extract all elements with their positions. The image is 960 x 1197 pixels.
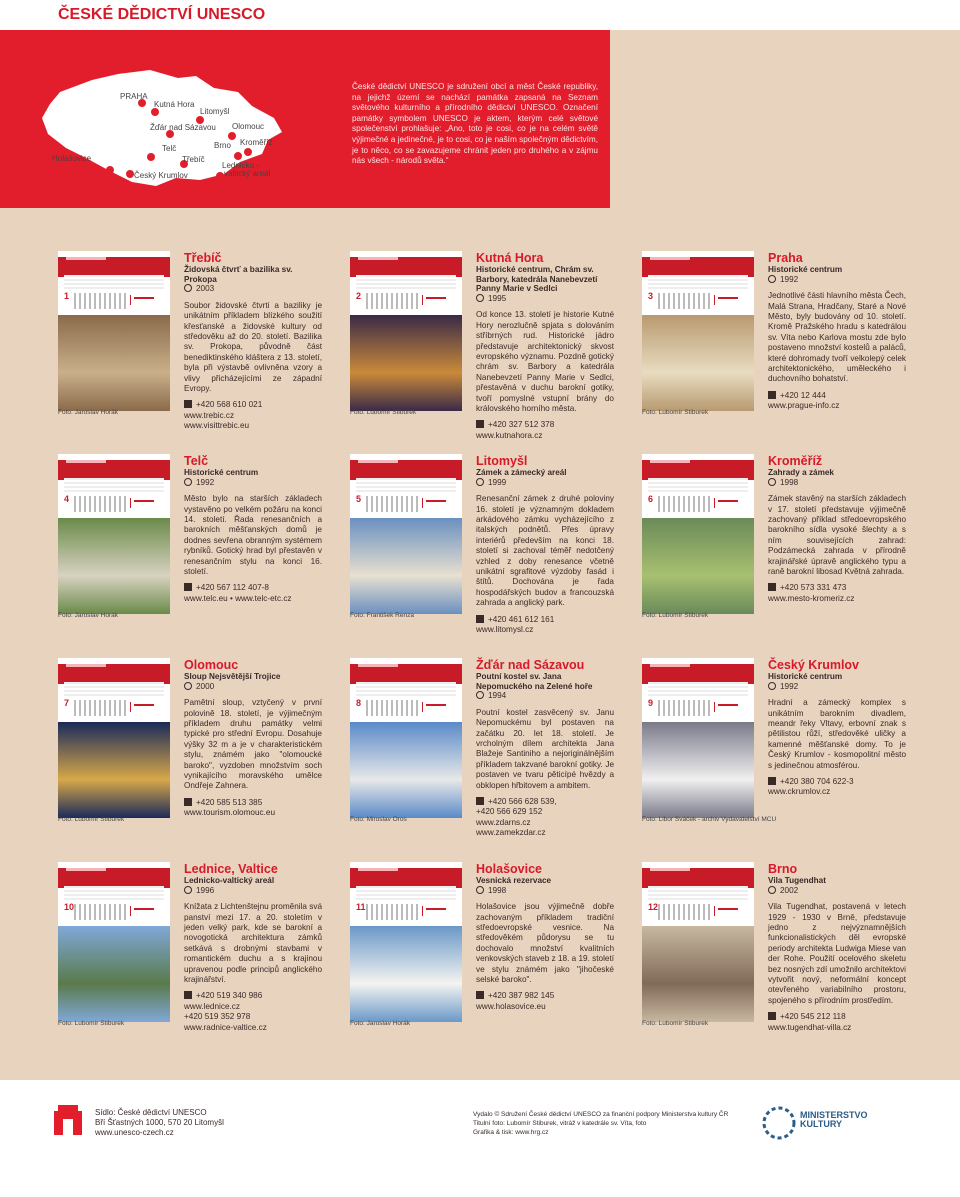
- contact-phone: [184, 798, 322, 808]
- site-name: Třebíč: [184, 251, 222, 265]
- year-value: 1998: [780, 477, 799, 487]
- inscription-year: [768, 682, 906, 693]
- info-icon: [768, 391, 776, 399]
- contact-phone: [768, 1012, 906, 1022]
- contact-text: www.litomysl.cz: [476, 624, 534, 634]
- site-photo: [350, 722, 462, 818]
- czech-map: [0, 30, 340, 208]
- photo-credit: Foto: Lubomír Stiburek: [58, 1020, 125, 1027]
- calendar-thumbnail: [642, 251, 754, 411]
- site-subtitle: Vesnická rezervace: [476, 876, 552, 885]
- contact-phone: [184, 400, 322, 410]
- year-value: 1992: [196, 477, 215, 487]
- footer-imprint: [473, 1110, 728, 1137]
- map-city: Brno: [214, 141, 231, 150]
- site-description: Pamětní sloup, vztyčený v první polovině 18. století, je výjimečným příkladem druhu památky velmi typické pro střední Evropu. Dosahuje výšky 32 m a je v charakteristickém stylu, známém jako "olomoucké baroko", vyzdoben množstvím soch vynikajícího moravského umělce Ondřeje Zahnera.: [184, 698, 322, 791]
- contact-line: [476, 807, 614, 817]
- ministry-name: KULTURY: [800, 1119, 842, 1129]
- photo-credit: Foto: Lubomír Stiburek: [642, 409, 709, 416]
- contact-phone: [476, 991, 614, 1001]
- contact-text: +420 568 610 021: [196, 400, 263, 410]
- year-value: 1992: [780, 274, 799, 284]
- map-city: Olomouc: [232, 122, 265, 131]
- unesco-icon: [184, 682, 192, 690]
- unesco-icon: [476, 294, 484, 302]
- map-city: Kutná Hora: [154, 100, 195, 109]
- calendar-thumbnail: [350, 454, 462, 614]
- intro-side-strip: [610, 30, 960, 208]
- site-card: [58, 251, 350, 451]
- site-card: [350, 454, 642, 654]
- info-icon: [184, 991, 192, 999]
- footer-imprint-line: Vydalo © Sdružení České dědictví UNESCO za finanční podpory Ministerstva kultury ČR: [473, 1111, 729, 1118]
- inscription-year: [184, 478, 322, 489]
- calendar-month: 9: [648, 698, 654, 708]
- contact-phone: [476, 420, 614, 430]
- photo-credit: Foto: Lubomír Stiburek: [642, 1020, 709, 1027]
- site-contact: [768, 777, 906, 798]
- site-subtitle: Historické centrum, Chrám sv. Barbory, katedrála Nanebevzetí Panny Marie v Sedlci: [476, 265, 598, 294]
- inscription-year: [476, 294, 614, 305]
- info-icon: [476, 420, 484, 428]
- calendar-month: 4: [64, 494, 70, 504]
- year-value: 1998: [488, 885, 507, 895]
- info-icon: [768, 1012, 776, 1020]
- ministry-emblem-icon: [762, 1106, 796, 1140]
- year-value: 1999: [488, 477, 507, 487]
- site-card: [642, 658, 934, 858]
- calendar-thumbnail: [350, 658, 462, 818]
- site-subtitle: Historické centrum: [768, 672, 843, 681]
- site-contact: [476, 797, 614, 839]
- contact-text: www.tugendhat-villa.cz: [768, 1022, 852, 1032]
- footer-seat-link[interactable]: www.unesco-czech.cz: [95, 1128, 174, 1137]
- contact-text: www.tourism.olomouc.eu: [184, 808, 276, 818]
- site-card: [350, 658, 642, 858]
- site-description: Město bylo na starších základech vystavěno po velkém požáru na konci 14. století. Řada renesančních a barokních měšťanských domů je dodnes sevřena obranným systémem rybníků. Gotický hrad byl přestavěn v renesančním stylu na konci 16. století.: [184, 494, 322, 576]
- inscription-year: [184, 886, 322, 897]
- calendar-thumbnail: [642, 658, 754, 818]
- site-description: Jednotlivé části hlavního města Čech, Malá Strana, Hradčany, Staré a Nové Město, byly budovány od 10. století. Kromě Pražského hradu s katedrálou sv. Víta nebo Karlova mostu zde bylo postaveno množství kostelů a paláců, které dohromady tvoří velkolepý celek architektonického, uměleckého i duchovního bohatství.: [768, 291, 906, 384]
- site-contact: [768, 1012, 906, 1033]
- site-subtitle: Zahrady a zámek: [768, 468, 834, 477]
- contact-line[interactable]: [184, 594, 322, 604]
- contact-text: +420 567 112 407-8: [196, 583, 269, 593]
- site-name: Český Krumlov: [768, 658, 860, 672]
- map-city: Kroměříž: [240, 138, 273, 147]
- info-icon: [184, 583, 192, 591]
- site-description: Zámek stavěný na starších základech v 17. století představuje výjimečně zachovaný příklad středoevropského barokního sídla vysoké šlechty a s ním souvisejících zahrad: Podzámecká zahrada v přírodně krajinářské úpravě anglického typu a raně barokní libosad Květná zahrada.: [768, 494, 906, 576]
- contact-text: www.zdarns.cz: [476, 817, 531, 827]
- site-card: [58, 454, 350, 654]
- contact-text: www.holasovice.eu: [476, 1001, 546, 1011]
- contact-text: +420 573 331 473: [780, 583, 847, 593]
- info-icon: [768, 777, 776, 785]
- ministry-name: MINISTERSTVO: [800, 1110, 868, 1120]
- contact-line[interactable]: [184, 1002, 322, 1012]
- site-subtitle: Lednicko-valtický areál: [184, 876, 275, 885]
- site-info: [768, 454, 906, 604]
- site-info: [768, 862, 906, 1033]
- site-info: [476, 658, 614, 839]
- site-subtitle: Sloup Nejsvětější Trojice: [184, 672, 281, 681]
- unesco-icon: [184, 886, 192, 894]
- photo-credit: Foto: Jaroslav Horák: [58, 409, 118, 416]
- calendar-thumbnail: [350, 862, 462, 1022]
- site-contact: [476, 615, 614, 636]
- site-info: [184, 454, 322, 604]
- site-photo: [642, 518, 754, 614]
- contact-text: +420 461 612 161: [488, 614, 555, 624]
- site-info: [476, 862, 614, 1012]
- site-description: Knížata z Lichtenštejnu proměnila svá panství mezi 17. a 20. stoletím v jeden velký park, kde se barokní a novogotická architektura zámků setkává s drobnými stavbami v romantickém duchu a s krajinou upravenou podle principů anglického krajinářství.: [184, 902, 322, 984]
- contact-line[interactable]: [768, 1023, 906, 1033]
- site-description: Poutní kostel zasvěcený sv. Janu Nepomuckému byl postaven na začátku 20. let 18. století. Je vrcholným dílem architekta Jana Blažeje Santiniho a nejoriginálnějším příkladem takzvané barokní gotiky. Je postaven ve tvaru pěticípé hvězdy a obklopen hřbitovem a ambitem.: [476, 707, 614, 790]
- info-icon: [476, 797, 484, 805]
- contact-text: +420 12 444: [780, 390, 826, 400]
- site-contact: [184, 400, 322, 431]
- unesco-logo-icon: [54, 1105, 82, 1135]
- calendar-month: 5: [356, 494, 362, 504]
- site-name: Kutná Hora: [476, 251, 544, 265]
- site-description: Holašovice jsou výjimečně dobře zachovaným příkladem tradiční středoevropské vesnice. Na středověkém půdorysu se tu dochovalo množství kvalitních venkovských staveb z 18. a 19. století ve stylu známém jako "jihočeské selské baroko".: [476, 902, 614, 984]
- site-photo: [642, 315, 754, 411]
- inscription-year: [768, 478, 906, 489]
- contact-text: www.prague-info.cz: [768, 401, 840, 411]
- site-subtitle: Zámek a zámecký areál: [476, 468, 567, 477]
- footer-seat: [95, 1108, 224, 1138]
- site-subtitle: Židovská čtvrť a bazilika sv. Prokopa: [184, 265, 293, 284]
- calendar-month: 2: [356, 291, 362, 301]
- site-card: [350, 251, 642, 451]
- calendar-month: 3: [648, 291, 654, 301]
- site-info: [476, 251, 614, 441]
- site-info: [476, 454, 614, 635]
- photo-credit: Foto: Lubomír Stiburek: [58, 816, 125, 823]
- calendar-thumbnail: [58, 251, 170, 411]
- unesco-icon: [184, 478, 192, 486]
- site-info: [184, 251, 322, 432]
- inscription-year: [476, 478, 614, 489]
- contact-text: www.radnice-valtice.cz: [184, 1022, 267, 1032]
- info-icon: [768, 583, 776, 591]
- contact-text: www.lednice.cz: [184, 1001, 240, 1011]
- footer-seat-line: Sídlo: České dědictví UNESCO: [95, 1108, 207, 1117]
- site-info: [768, 658, 906, 798]
- calendar-thumbnail: [350, 251, 462, 411]
- contact-text: +420 519 340 986: [196, 991, 263, 1001]
- map-city: Litomyšl: [200, 107, 230, 116]
- page-title: ČESKÉ DĚDICTVÍ UNESCO: [58, 6, 266, 23]
- contact-phone: [184, 991, 322, 1001]
- contact-line: [184, 1012, 322, 1022]
- site-photo: [350, 315, 462, 411]
- calendar-month: 1: [64, 291, 70, 301]
- info-icon: [476, 615, 484, 623]
- site-contact: [476, 420, 614, 441]
- unesco-icon: [768, 275, 776, 283]
- year-value: 1994: [488, 691, 507, 701]
- contact-text: www.ckrumlov.cz: [768, 787, 831, 797]
- site-description: Od konce 13. století je historie Kutné Hory nerozlučně spjata s dolováním stříbrných rud. Historické jádro představuje architektonický skvost evropského významu. Pozdně gotický chrám sv. Barbory a katedrála Nanebevzetí Panny Marie v Sedlci, přestavěná v duchu barokní gotiky, tvoří pomyslné vstupní brány do královského horního města.: [476, 310, 614, 413]
- contact-line[interactable]: [184, 808, 322, 818]
- year-value: 1992: [780, 681, 799, 691]
- site-name: Olomouc: [184, 658, 239, 672]
- contact-text: www.mesto-kromeriz.cz: [768, 593, 855, 603]
- site-description: Renesanční zámek z druhé poloviny 16. století je významným dokladem arkádového zámku vycházejícího z italských podnětů. Přes úpravy interiérů především na konci 18. století si zachoval téměř nedotčený vzhled z doby renesance včetně unikátní sgrafitové výzdoby fasád i štítů. Dochována je řada hospodářských budov a francouzská zahrada a anglický park.: [476, 494, 614, 608]
- site-description: Vila Tugendhat, postavená v letech 1929 - 1930 v Brně, představuje jedno z nejvýznamnějších funkcionalistických děl evropské periody architekta Ludwiga Miese van der Rohe. Použití ocelového skeletu bez nosných zdí umožnilo architektovi vytvořit nový, neformální koncept otevřeného variabilního prostoru, spojeného s přírodním prostředím.: [768, 902, 906, 1005]
- footer-imprint-line: Grafika & tisk: www.hrg.cz: [473, 1129, 549, 1136]
- site-name: Holašovice: [476, 862, 543, 876]
- calendar-month: 6: [648, 494, 654, 504]
- map-city: PRAHA: [120, 92, 148, 101]
- calendar-month: 8: [356, 698, 362, 708]
- map-city: Lednicko -: [222, 161, 259, 170]
- contact-text: www.zamekzdar.cz: [476, 828, 546, 838]
- unesco-icon: [768, 682, 776, 690]
- contact-line[interactable]: [476, 625, 614, 635]
- footer: [0, 1080, 960, 1197]
- site-photo: [58, 315, 170, 411]
- inscription-year: [476, 886, 614, 897]
- site-name: Žďár nad Sázavou: [476, 658, 585, 672]
- contact-phone: [476, 615, 614, 625]
- photo-credit: Foto: Miroslav Oros: [350, 816, 407, 823]
- contact-text: +420 519 352 978: [184, 1012, 251, 1022]
- site-info: [184, 862, 322, 1033]
- year-value: 2003: [196, 284, 215, 294]
- contact-phone: [476, 797, 614, 807]
- intro-text: České dědictví UNESCO je sdružení obcí a měst České republiky, na jejichž území se nachází památka zapsaná na Seznam světového kulturního a přírodního dědictví UNESCO. Označení památky symbolem UNESCO je aktem, kterým celé světové společenství prohlašuje: „Ano, toto je cosi, co je na celém světě výjimečné a jedinečné, je to cosi, co je naším společným dědictvím, je to něco, co se zavazujeme chránit jeden pro druhého a v zájmu nás všech - národů světa.“: [352, 82, 598, 166]
- inscription-year: [768, 886, 906, 897]
- inscription-year: [184, 682, 322, 693]
- contact-text: +420 545 212 118: [780, 1012, 846, 1022]
- calendar-month: 12: [648, 902, 659, 912]
- map-city: Holašovice: [52, 154, 92, 163]
- contact-text: +420 387 982 145: [488, 991, 555, 1001]
- site-card: [642, 251, 934, 451]
- contact-text: www.visittrebic.eu: [184, 421, 250, 431]
- contact-text: +420 566 628 539,: [488, 796, 557, 806]
- year-value: 2002: [780, 885, 799, 895]
- site-name: Lednice, Valtice: [184, 862, 278, 876]
- contact-text: www.telc.eu • www.telc-etc.cz: [184, 593, 292, 603]
- site-card: [58, 862, 350, 1062]
- contact-line[interactable]: [184, 1023, 322, 1033]
- contact-text: +420 566 629 152: [476, 807, 543, 817]
- calendar-thumbnail: [58, 862, 170, 1022]
- map-city: Telč: [162, 144, 177, 153]
- site-card: [350, 862, 642, 1062]
- site-subtitle: Poutní kostel sv. Jana Nepomuckého na Zelené hoře: [476, 672, 593, 691]
- footer-seat-line: Bří Šťastných 1000, 570 20 Litomyšl: [95, 1118, 224, 1127]
- photo-credit: Foto: Lubomír Stiburek: [642, 612, 709, 619]
- site-contact: [768, 391, 906, 412]
- site-photo: [642, 926, 754, 1022]
- contact-text: +420 327 512 378: [488, 420, 555, 430]
- inscription-year: [184, 284, 322, 295]
- site-description: Hradní a zámecký komplex s unikátním barokním divadlem, meandr řeky Vltavy, erbovní znak s pětilistou růží, středověké uličky a kamenné měšťanské domy. To je Český Krumlov - kosmopolitní město s jedinečnou atmosférou.: [768, 698, 906, 770]
- photo-credit: Foto: Libor Sváček - archiv Vydavatelství MCU: [642, 816, 777, 823]
- site-info: [768, 251, 906, 412]
- site-description: Soubor židovské čtvrti a baziliky je unikátním příkladem blízkého soužití křesťanské a židovské kultury od středověku až do 20. století. Bazilika sv. Prokopa, původně část benediktinského kláštera z 13. století, byla při výstavbě ovlivněna vzory a vlivy přicházejícími ze západní Evropy.: [184, 300, 322, 393]
- contact-text: +420 585 513 385: [196, 797, 263, 807]
- unesco-icon: [768, 886, 776, 894]
- calendar-month: 10: [64, 902, 75, 912]
- map-city: Český Krumlov: [134, 171, 188, 180]
- site-photo: [642, 722, 754, 818]
- site-subtitle: Vila Tugendhat: [768, 876, 826, 885]
- year-value: 1995: [488, 293, 507, 303]
- site-photo: [58, 926, 170, 1022]
- photo-credit: Foto: Jaroslav Horák: [58, 612, 118, 619]
- site-photo: [350, 926, 462, 1022]
- contact-line[interactable]: [184, 411, 322, 421]
- calendar-month: 7: [64, 698, 70, 708]
- year-value: 1996: [196, 885, 215, 895]
- site-contact: [768, 583, 906, 604]
- site-card: [642, 454, 934, 654]
- site-contact: [184, 583, 322, 604]
- contact-phone: [184, 583, 322, 593]
- contact-line[interactable]: [476, 818, 614, 828]
- inscription-year: [476, 691, 614, 702]
- year-value: 2000: [196, 681, 215, 691]
- contact-text: +420 380 704 622-3: [780, 776, 854, 786]
- calendar-thumbnail: [642, 862, 754, 1022]
- calendar-thumbnail: [642, 454, 754, 614]
- site-contact: [184, 991, 322, 1033]
- contact-text: www.trebic.cz: [184, 410, 235, 420]
- contact-phone: [768, 777, 906, 787]
- site-contact: [476, 991, 614, 1012]
- site-name: Praha: [768, 251, 803, 265]
- contact-phone: [768, 583, 906, 593]
- site-card: [642, 862, 934, 1062]
- footer-imprint-line: Titulní foto: Lubomír Stiburek, vitráž v katedrále sv. Víta, foto: [473, 1120, 647, 1127]
- map-city: Žďár nad Sázavou: [150, 123, 216, 132]
- info-icon: [184, 798, 192, 806]
- contact-line[interactable]: [476, 828, 614, 838]
- info-icon: [184, 400, 192, 408]
- contact-line[interactable]: [768, 594, 906, 604]
- site-contact: [184, 798, 322, 819]
- site-name: Brno: [768, 862, 798, 876]
- photo-credit: Foto: Lubomír Stiburek: [350, 409, 417, 416]
- contact-line[interactable]: [768, 401, 906, 411]
- calendar-thumbnail: [58, 658, 170, 818]
- info-icon: [476, 991, 484, 999]
- site-name: Kroměříž: [768, 454, 823, 468]
- contact-line[interactable]: [476, 1002, 614, 1012]
- contact-line[interactable]: [768, 787, 906, 797]
- calendar-month: 11: [356, 902, 366, 912]
- contact-line[interactable]: [184, 421, 322, 431]
- unesco-icon: [476, 886, 484, 894]
- unesco-icon: [768, 478, 776, 486]
- site-photo: [58, 722, 170, 818]
- site-photo: [350, 518, 462, 614]
- site-info: [184, 658, 322, 819]
- site-photo: [58, 518, 170, 614]
- site-name: Telč: [184, 454, 209, 468]
- ministry-logo: [762, 1106, 868, 1145]
- site-name: Litomyšl: [476, 454, 528, 468]
- site-subtitle: Historické centrum: [768, 265, 843, 274]
- map-city: valtický areál: [224, 169, 271, 178]
- photo-credit: Foto: František Renza: [350, 612, 414, 619]
- calendar-thumbnail: [58, 454, 170, 614]
- contact-line[interactable]: [476, 431, 614, 441]
- unesco-icon: [476, 691, 484, 699]
- map-city: Třebíč: [182, 155, 205, 164]
- unesco-icon: [184, 284, 192, 292]
- contact-text: www.kutnahora.cz: [476, 430, 543, 440]
- site-card: [58, 658, 350, 858]
- unesco-icon: [476, 478, 484, 486]
- inscription-year: [768, 275, 906, 286]
- contact-phone: [768, 391, 906, 401]
- site-subtitle: Historické centrum: [184, 468, 259, 477]
- photo-credit: Foto: Jaroslav Horák: [350, 1020, 410, 1027]
